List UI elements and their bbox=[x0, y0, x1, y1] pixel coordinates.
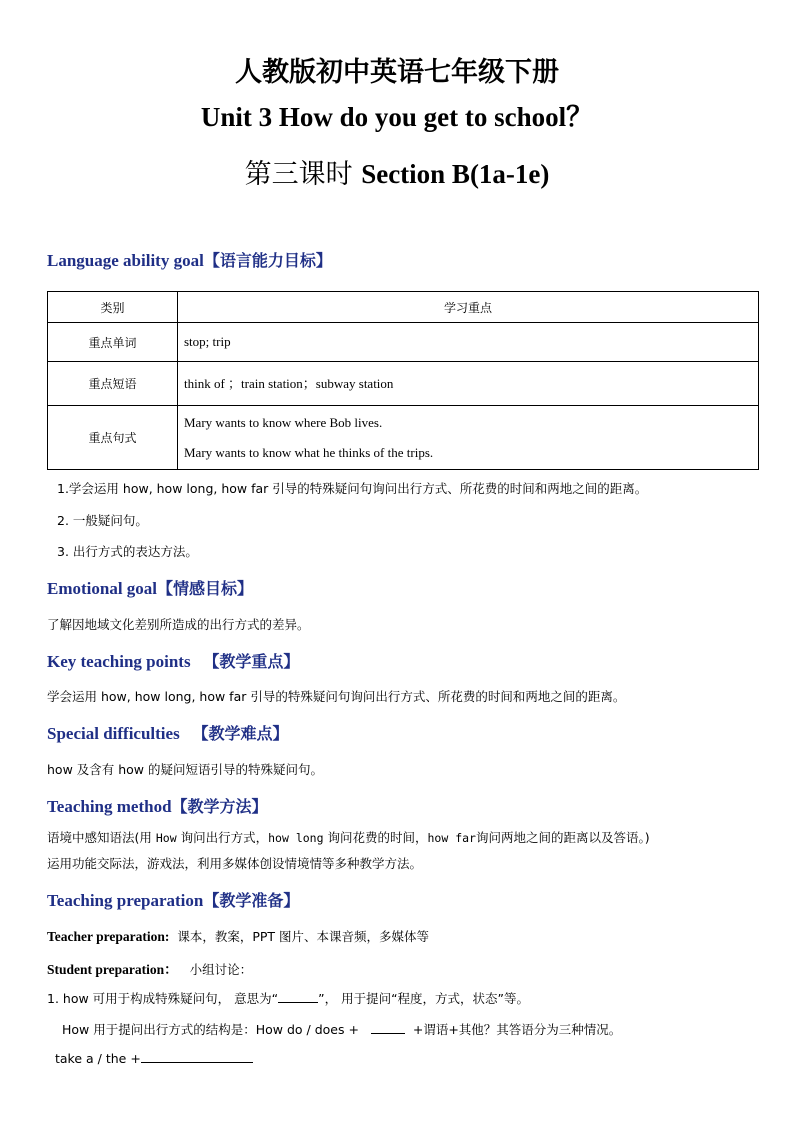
title-line-3 bbox=[0, 152, 794, 191]
question-3-start: take a / the + bbox=[55, 1051, 141, 1066]
preparation-heading-cn: 【教学准备】 bbox=[203, 891, 300, 910]
difficulties-text: how 及含有 how 的疑问短语引导的特殊疑问句。 bbox=[47, 762, 324, 777]
goal-item: 1.学会运用 how, how long, how far 引导的特殊疑问句询问出行方式、所花费的时间和两地之间的距离。 bbox=[57, 481, 648, 496]
method-heading bbox=[47, 794, 268, 817]
question-2-end: +谓语+其他？其答语分为三种情况。 bbox=[412, 1022, 622, 1037]
code-how-far: how far bbox=[427, 831, 476, 845]
question-2-start: How 用于提问出行方式的结构是：How do / does + bbox=[62, 1022, 359, 1037]
question-3 bbox=[55, 1051, 253, 1066]
emotional-goal-text: 了解因地域文化差别所造成的出行方式的差异。 bbox=[47, 617, 310, 632]
table-row-category: 重点短语 bbox=[48, 362, 178, 406]
difficulties-heading-en: Special difficulties bbox=[47, 724, 180, 743]
answer-blank[interactable] bbox=[278, 1002, 318, 1003]
answer-blank[interactable] bbox=[141, 1062, 253, 1063]
answer-blank[interactable] bbox=[371, 1033, 405, 1034]
table-row bbox=[48, 362, 759, 406]
table-header-focus: 学习重点 bbox=[178, 292, 759, 323]
section-label: Section B(1a-1e) bbox=[361, 159, 550, 189]
table-row-content bbox=[178, 406, 759, 470]
table-row-content bbox=[178, 323, 759, 362]
key-points-heading-cn: 【教学重点】 bbox=[203, 652, 300, 671]
goal-item: 3. 出行方式的表达方法。 bbox=[57, 544, 198, 559]
table-row-line: stop; trip bbox=[184, 334, 231, 349]
key-points-heading-en: Key teaching points bbox=[47, 652, 191, 671]
language-goal-heading-cn: 【语言能力目标】 bbox=[203, 251, 332, 270]
difficulties-heading bbox=[47, 721, 288, 744]
student-preparation-label: Student preparation： bbox=[47, 962, 178, 977]
table-row-line: Mary wants to know where Bob lives. bbox=[184, 414, 383, 430]
table-row-content bbox=[178, 362, 759, 406]
method-heading-en: Teaching method bbox=[47, 797, 172, 816]
difficulties-heading-cn: 【教学难点】 bbox=[192, 724, 289, 743]
table-row bbox=[48, 406, 759, 470]
preparation-heading-en: Teaching preparation bbox=[47, 891, 204, 910]
method-line-1 bbox=[47, 828, 650, 846]
title-line-2: Unit 3 How do you get to school？ bbox=[200, 102, 594, 132]
emotional-goal-heading bbox=[47, 576, 253, 599]
lesson-number: 第三课时 bbox=[244, 159, 353, 190]
emotional-goal-heading-cn: 【情感目标】 bbox=[157, 579, 254, 598]
question-1 bbox=[47, 989, 529, 1007]
goal-item: 2. 一般疑问句。 bbox=[57, 513, 148, 528]
title-line-1: 人教版初中英语七年级下册 bbox=[235, 57, 559, 88]
code-how-long: how long bbox=[268, 831, 324, 845]
method-text: 询问出行方式， bbox=[176, 830, 269, 845]
language-goal-heading-en: Language ability goal bbox=[47, 251, 204, 270]
method-line-2: 运用功能交际法，游戏法，利用多媒体创设情境情等多种教学方法。 bbox=[47, 856, 423, 871]
method-text: 询问花费的时间， bbox=[323, 830, 428, 845]
table-header-category: 类别 bbox=[48, 292, 178, 323]
table-row-category: 重点句式 bbox=[48, 406, 178, 470]
student-preparation bbox=[47, 958, 252, 978]
teacher-preparation-text: 课本，教案，PPT 图片、本课音频，多媒体等 bbox=[177, 929, 430, 944]
table-row-line: Mary wants to know what he thinks of the trips. bbox=[184, 444, 434, 460]
language-goal-heading bbox=[47, 248, 332, 271]
key-content-table bbox=[47, 291, 759, 470]
teacher-preparation bbox=[47, 927, 429, 945]
method-text: 语境中感知语法(用 bbox=[47, 830, 156, 845]
student-preparation-text: 小组讨论： bbox=[189, 962, 253, 977]
teacher-preparation-label: Teacher preparation: bbox=[47, 929, 170, 944]
key-points-heading bbox=[47, 649, 299, 672]
table-row bbox=[48, 323, 759, 362]
emotional-goal-heading-en: Emotional goal bbox=[47, 579, 158, 598]
question-1-start: 1. how 可用于构成特殊疑问句， 意思为“ bbox=[47, 991, 279, 1006]
table-header-row bbox=[48, 292, 759, 323]
table-row-line: think of ；train station；subway station bbox=[184, 375, 394, 391]
key-points-text: 学会运用 how, how long, how far 引导的特殊疑问句询问出行方式、所花费的时间和两地之间的距离。 bbox=[47, 689, 626, 704]
table-row-category: 重点单词 bbox=[48, 323, 178, 362]
question-2 bbox=[62, 1020, 621, 1038]
code-how: How bbox=[155, 831, 177, 845]
preparation-heading bbox=[47, 888, 299, 911]
question-1-end: ”， 用于提问“程度，方式，状态”等。 bbox=[318, 991, 530, 1006]
method-heading-cn: 【教学方法】 bbox=[171, 797, 268, 816]
method-text: 询问两地之间的距离以及答语。) bbox=[475, 830, 650, 845]
